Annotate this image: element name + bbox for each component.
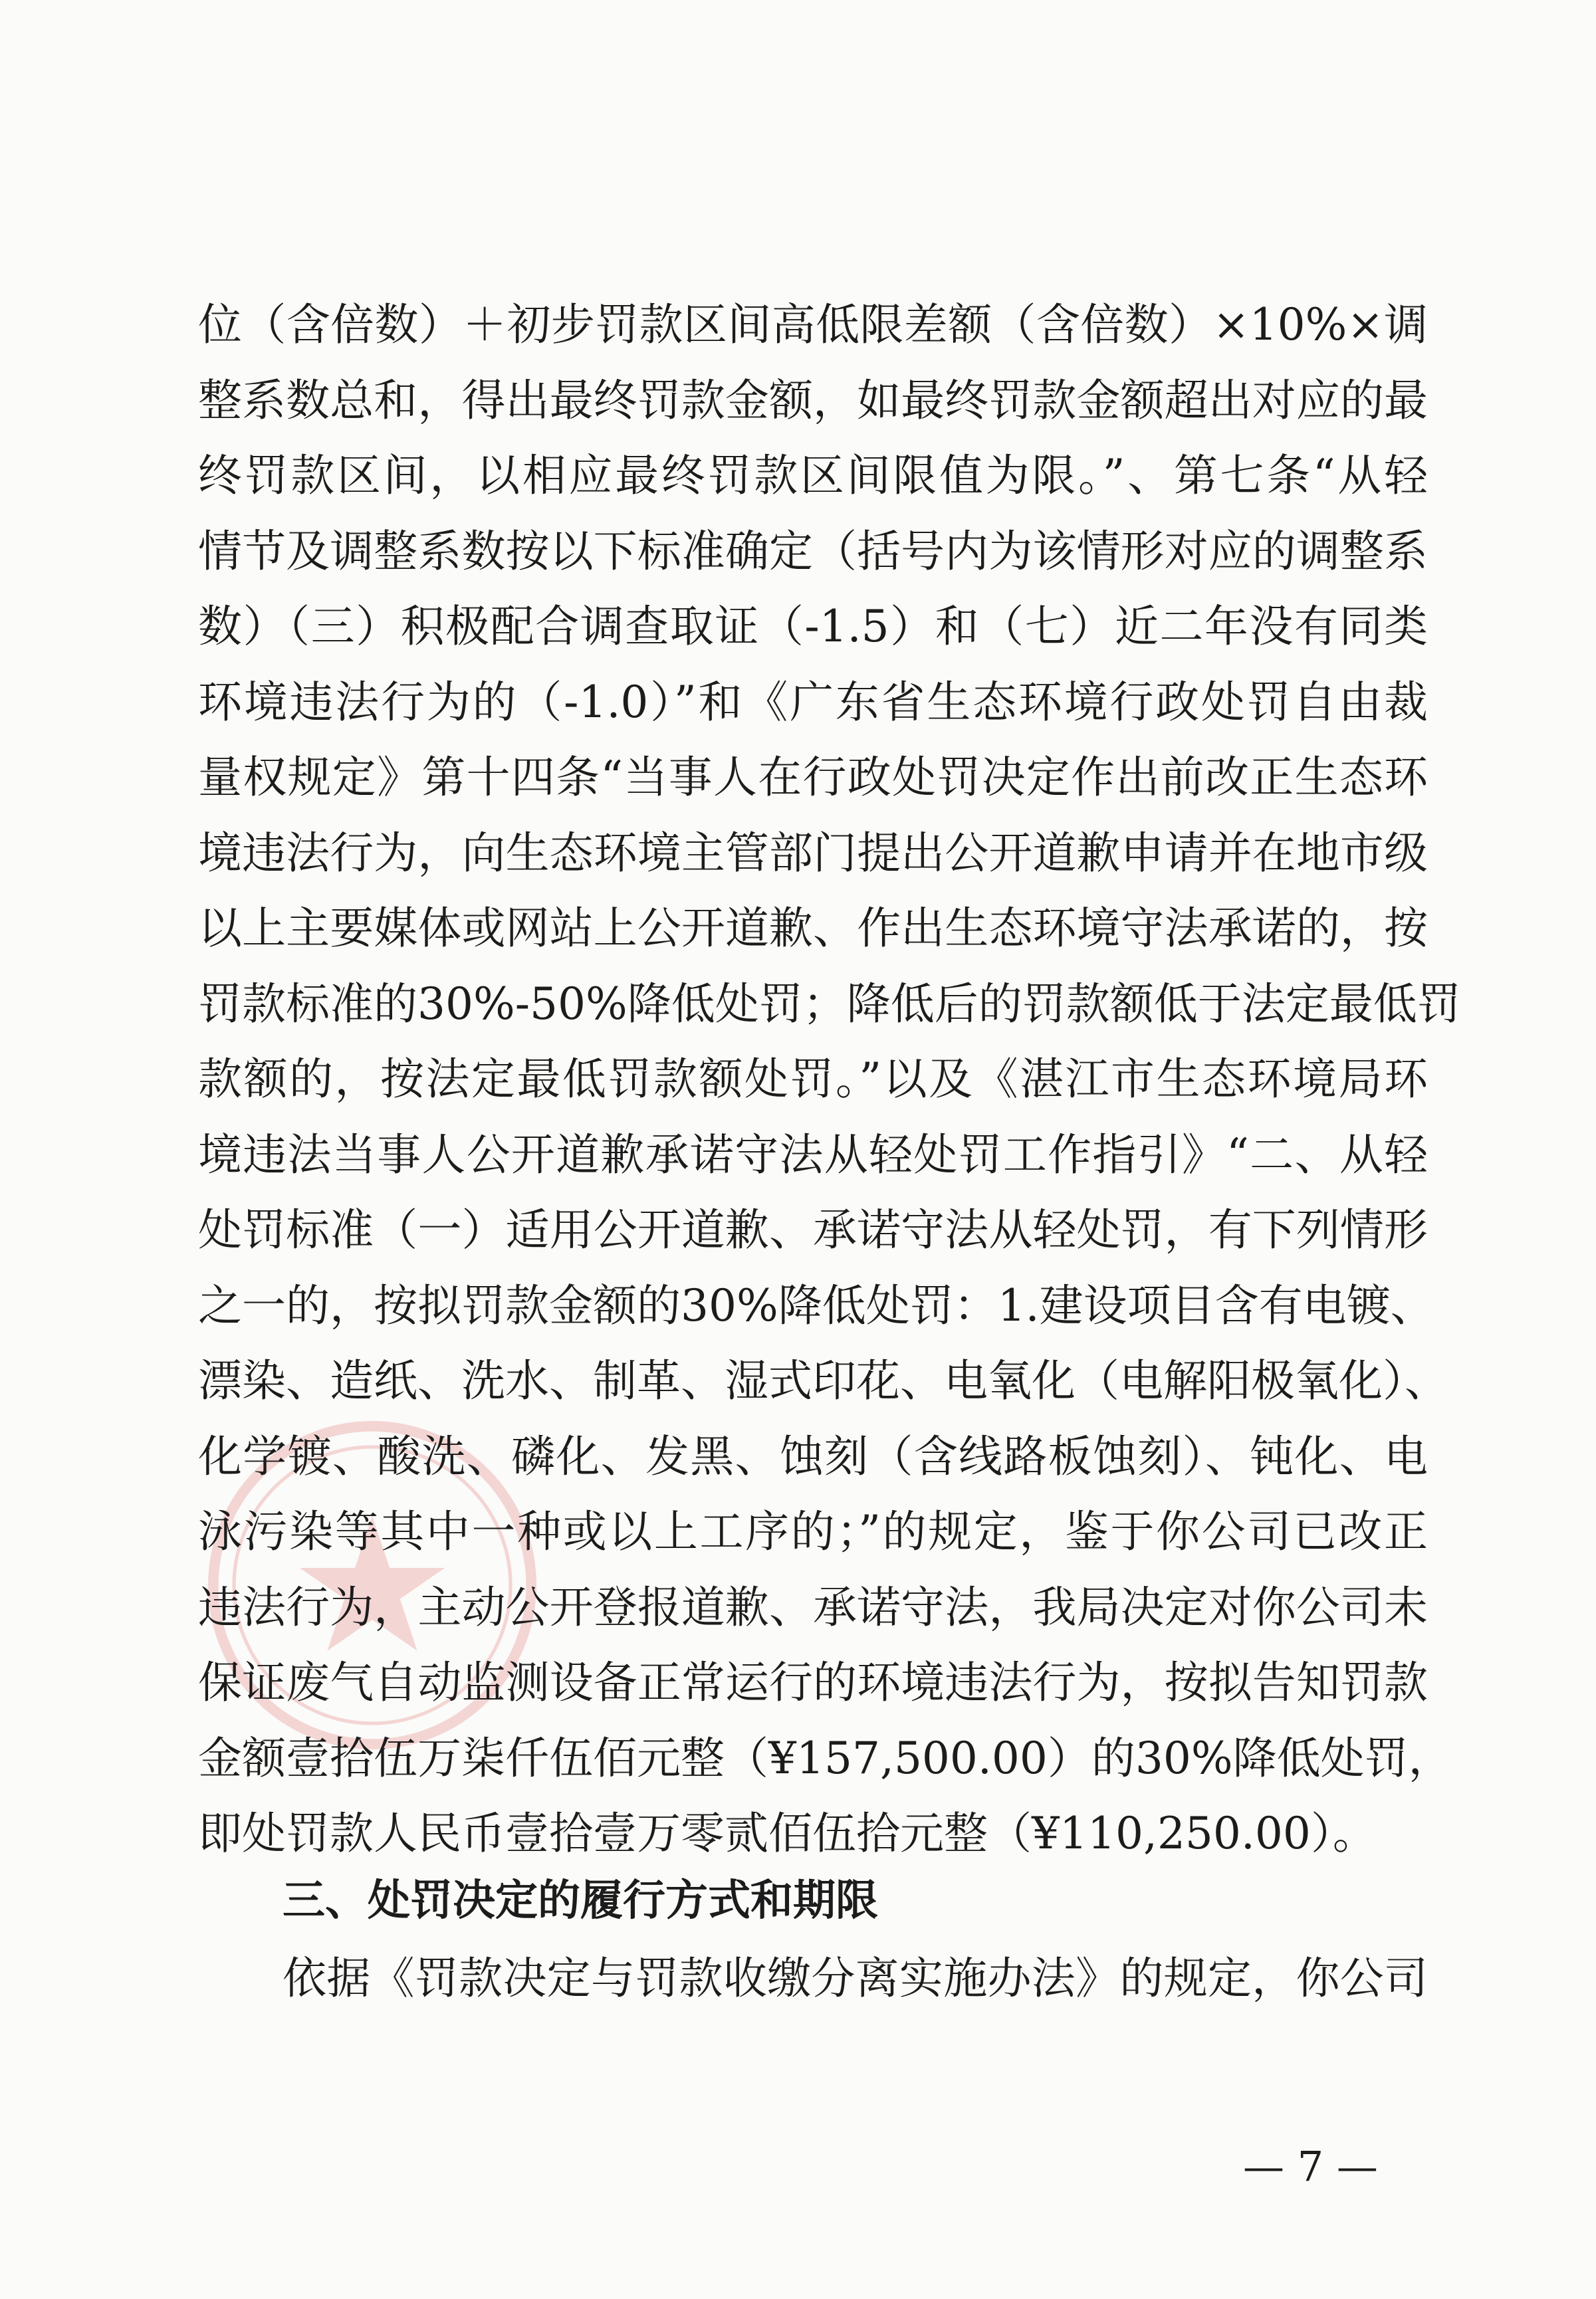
text-line: 以上主要媒体或网站上公开道歉、作出生态环境守法承诺的，按 bbox=[198, 903, 1428, 954]
text-line: 终罚款区间，以相应最终罚款区间限值为限。”、第七条“从轻 bbox=[198, 450, 1428, 501]
paragraph-body bbox=[198, 287, 1461, 1872]
text-line: 境违法行为，向生态环境主管部门提出公开道歉申请并在地市级 bbox=[198, 827, 1428, 879]
text-line: 环境违法行为的（-1.0）”和《广东省生态环境行政处罚自由裁 bbox=[198, 676, 1428, 728]
text-line: 漂染、造纸、洗水、制革、湿式印花、电氧化（电解阳极氧化）、 bbox=[198, 1355, 1448, 1406]
text-line: 境违法当事人公开道歉承诺守法从轻处罚工作指引》“二、从轻 bbox=[198, 1129, 1428, 1180]
text-line: 违法行为，主动公开登报道歉、承诺守法，我局决定对你公司未 bbox=[198, 1581, 1428, 1633]
next-paragraph-line: 依据《罚款决定与罚款收缴分离实施办法》的规定，你公司 bbox=[283, 1953, 1428, 2004]
text-line: 金额壹拾伍万柒仟伍佰元整（¥157,500.00）的30%降低处罚， bbox=[198, 1732, 1452, 1784]
text-line: 位（含倍数）＋初步罚款区间高低限差额（含倍数）×10%×调 bbox=[198, 299, 1428, 350]
text-line: 之一的，按拟罚款金额的30%降低处罚：1.建设项目含有电镀、 bbox=[198, 1279, 1434, 1331]
text-line: 泳污染等其中一种或以上工序的；”的规定，鉴于你公司已改正 bbox=[198, 1506, 1428, 1557]
text-line: 情节及调整系数按以下标准确定（括号内为该情形对应的调整系 bbox=[198, 525, 1428, 577]
text-line: 整系数总和，得出最终罚款金额，如最终罚款金额超出对应的最 bbox=[198, 374, 1428, 426]
text-line: 化学镀、酸洗、磷化、发黑、蚀刻（含线路板蚀刻）、钝化、电 bbox=[198, 1430, 1428, 1482]
text-line: 处罚标准（一）适用公开道歉、承诺守法从轻处罚，有下列情形 bbox=[198, 1204, 1428, 1256]
page-number: — 7 — bbox=[1243, 2142, 1378, 2191]
text-line: 量权规定》第十四条“当事人在行政处罚决定作出前改正生态环 bbox=[198, 752, 1428, 803]
text-line: 保证废气自动监测设备正常运行的环境违法行为，按拟告知罚款 bbox=[198, 1657, 1428, 1708]
text-line: 款额的，按法定最低罚款额处罚。”以及《湛江市生态环境局环 bbox=[198, 1053, 1428, 1105]
section-heading: 三、处罚决定的履行方式和期限 bbox=[283, 1876, 878, 1925]
text-line: 即处罚款人民币壹拾壹万零贰佰伍拾元整（¥110,250.00）。 bbox=[198, 1808, 1377, 1859]
text-line: 罚款标准的30%-50%降低处罚；降低后的罚款额低于法定最低罚 bbox=[198, 978, 1461, 1030]
text-line: 数）（三）积极配合调查取证（-1.5）和（七）近二年没有同类 bbox=[198, 601, 1428, 652]
